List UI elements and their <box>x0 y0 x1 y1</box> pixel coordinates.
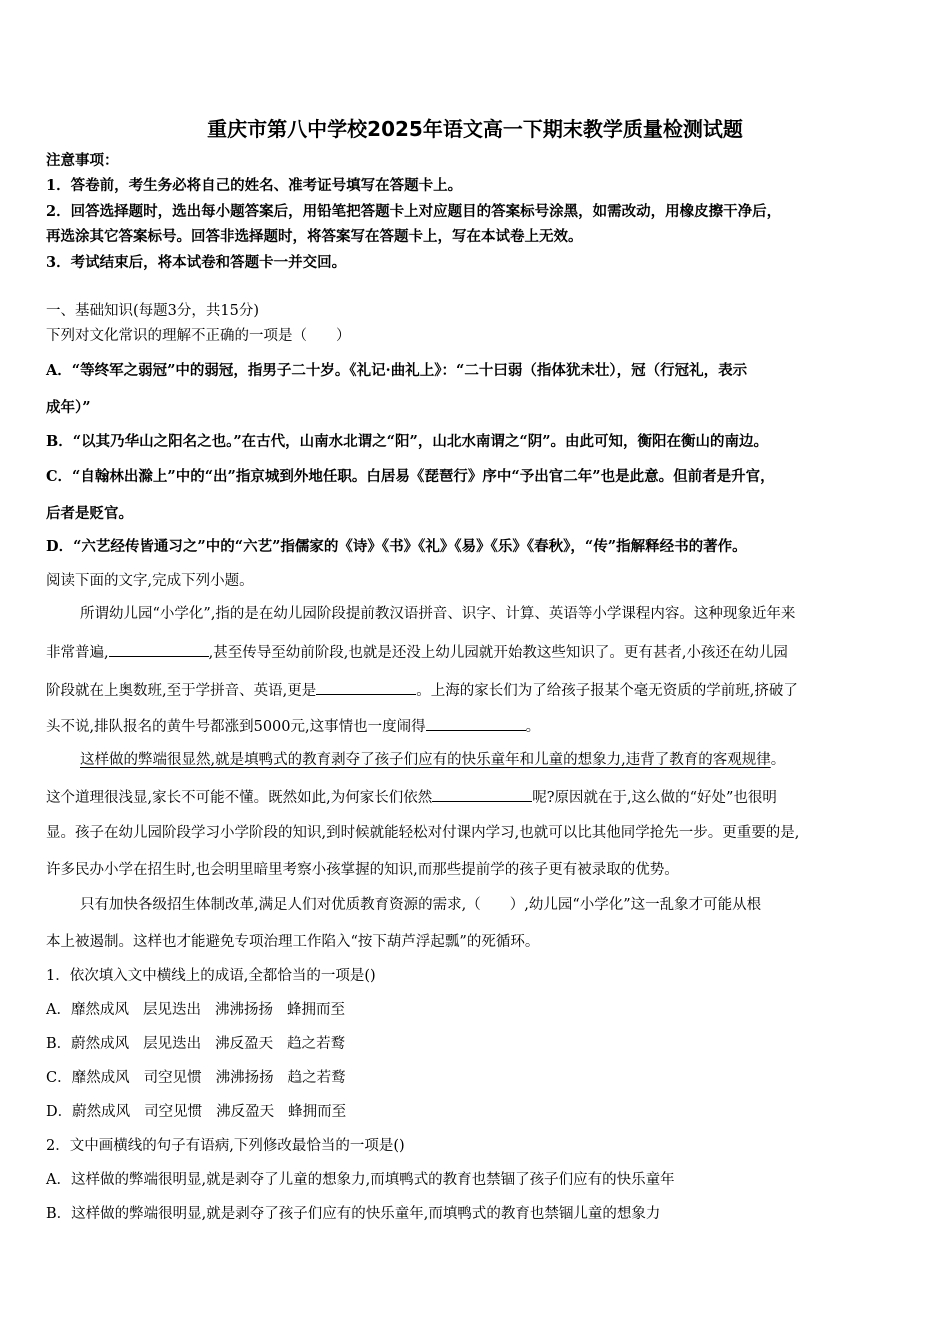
option-d: D．“六艺经传皆通习之”中的“六艺”指儒家的《诗》《书》《礼》《易》《乐》《春秋》，“传”指解释经书的著作。 <box>46 538 747 555</box>
q1-option-c: C．靡然成风 司空见惯 沸沸扬扬 趋之若鹜 <box>46 1070 346 1086</box>
option-c-line2: 后者是贬官。 <box>46 505 133 522</box>
passage-text: 。 <box>525 719 541 735</box>
option-a-line1: A．“等终军之弱冠”中的弱冠，指男子二十岁。《礼记·曲礼上》：“二十曰弱（指体犹未壮），冠（行冠礼，表示 <box>46 362 748 379</box>
fill-blank-3 <box>426 716 526 731</box>
page-title: 重庆市第八中学校2025年语文高一下期末教学质量检测试题 <box>207 117 743 141</box>
q2-option-a: A．这样做的弊端很明显,就是剥夺了儿童的想象力,而填鸭式的教育也禁锢了孩子们应有的快乐童年 <box>46 1172 675 1188</box>
question-stem: 下列对文化常识的理解不正确的一项是（ ） <box>46 328 351 344</box>
passage-text: 。 <box>770 752 786 768</box>
passage-text: 这个道理很浅显,家长不可能不懂。既然如此,为何家长们依然 <box>46 790 433 806</box>
question-stem: 1．依次填入文中横线上的成语,全都恰当的一项是() <box>46 968 376 984</box>
passage-text: 头不说,排队报名的黄牛号都涨到5000元,这事情也一度闹得 <box>46 719 426 735</box>
option-a-line2: 成年）” <box>46 399 91 416</box>
notice-item: 1．答卷前，考生务必将自己的姓名、准考证号填写在答题卡上。 <box>46 177 463 194</box>
passage-line <box>46 716 540 737</box>
option-b: B．“以其乃华山之阳名之也。”在古代，山南水北谓之“阳”，山北水南谓之“阴”。由此可知，衡阳在衡山的南边。 <box>46 433 769 450</box>
passage-line <box>46 787 777 808</box>
notice-item: 再选涂其它答案标号。回答非选择题时，将答案写在答题卡上，写在本试卷上无效。 <box>46 228 583 245</box>
passage-line: 显。孩子在幼儿园阶段学习小学阶段的知识,到时候就能轻松对付课内学习,也就可以比其他同学抢先一步。更重要的是, <box>46 825 800 841</box>
notice-item: 3．考试结束后，将本试卷和答题卡一并交回。 <box>46 254 347 271</box>
q2-option-b: B．这样做的弊端很明显,就是剥夺了孩子们应有的快乐童年,而填鸭式的教育也禁锢儿童的想象力 <box>46 1206 661 1222</box>
passage-line: 只有加快各级招生体制改革,满足人们对优质教育资源的需求,（ ）,幼儿园“小学化”这一乱象才可能从根 <box>80 897 762 913</box>
passage-text: ,甚至传导至幼前阶段,也就是还没上幼儿园就开始教这些知识了。更有甚者,小孩还在幼儿园 <box>208 645 788 661</box>
passage-line: 许多民办小学在招生时,也会明里暗里考察小孩掌握的知识,而那些提前学的孩子更有被录取的优势。 <box>46 862 679 878</box>
passage-text: 。上海的家长们为了给孩子报某个毫无资质的学前班,挤破了 <box>416 683 798 699</box>
notice-header: 注意事项： <box>46 152 119 169</box>
passage-line: 所谓幼儿园“小学化”,指的是在幼儿园阶段提前教汉语拼音、识字、计算、英语等小学课程内容。这种现象近年来 <box>80 606 796 622</box>
notice-item: 2．回答选择题时，选出每小题答案后，用铅笔把答题卡上对应题目的答案标号涂黑，如需改动，用橡皮擦干净后， <box>46 203 782 220</box>
fill-blank-2 <box>316 680 416 695</box>
passage-text: 呢?原因就在于,这么做的“好处”也很明 <box>532 790 777 806</box>
underlined-sentence: 这样做的弊端很显然,就是填鸭式的教育剥夺了孩子们应有的快乐童年和儿童的想象力,违背了教育的客观规律 <box>80 752 771 768</box>
section-header: 一、基础知识(每题3分，共15分) <box>46 303 259 319</box>
passage-text: 阶段就在上奥数班,至于学拼音、英语,更是 <box>46 683 317 699</box>
question-stem: 2．文中画横线的句子有语病,下列修改最恰当的一项是() <box>46 1138 405 1154</box>
passage-line <box>80 750 785 770</box>
fill-blank-1 <box>109 642 209 657</box>
passage-line <box>46 642 788 663</box>
passage-text: 非常普遍, <box>46 645 109 661</box>
passage-line <box>46 680 798 701</box>
option-c-line1: C．“自翰林出滁上”中的“出”指京城到外地任职。白居易《琵琶行》序中“予出官二年”也是此意。但前者是升官， <box>46 468 775 485</box>
q1-option-d: D．蔚然成风 司空见惯 沸反盈天 蜂拥而至 <box>46 1104 347 1120</box>
fill-blank-4 <box>432 787 532 802</box>
q1-option-b: B．蔚然成风 层见迭出 沸反盈天 趋之若鹜 <box>46 1036 346 1052</box>
reading-intro: 阅读下面的文字,完成下列小题。 <box>46 573 254 589</box>
passage-line: 本上被遏制。这样也才能避免专项治理工作陷入“按下葫芦浮起瓢”的死循环。 <box>46 934 540 950</box>
q1-option-a: A．靡然成风 层见迭出 沸沸扬扬 蜂拥而至 <box>46 1002 345 1018</box>
